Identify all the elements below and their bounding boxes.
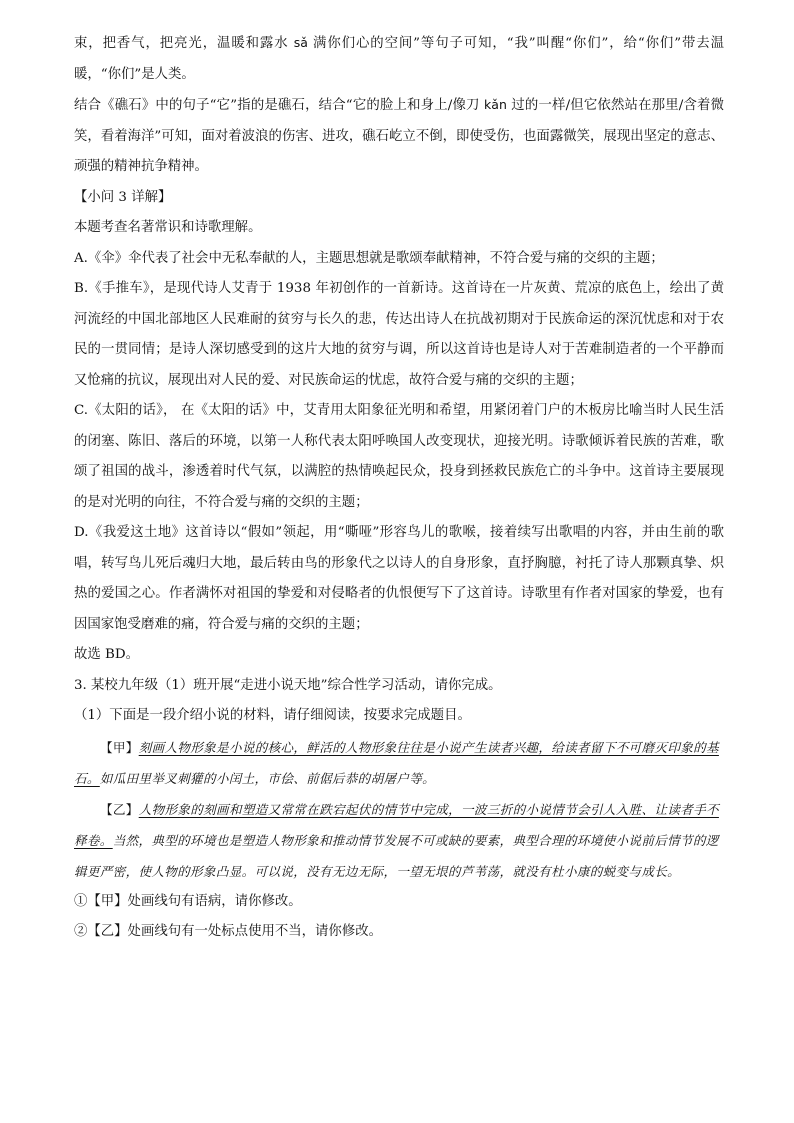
paragraph-text: 过的一样/但它依然站在那里/含着微笑，看着海洋”可知，面对着波浪的伤害、进攻，礁石屹立不倒，即使受伤，也面露微笑，展现出坚定的意志、顽强的精神抗争精神。 xyxy=(74,98,724,174)
paragraph-topic: 本题考查名著常识和诗歌理解。 xyxy=(74,220,262,235)
sub-question-1: ①【甲】处画线句有语病，请你修改。 xyxy=(74,893,302,909)
material-tag: 【甲】 xyxy=(100,739,139,755)
paragraph-text: 束，把香气，把亮光，温暖和露水 xyxy=(74,36,294,51)
material-yi xyxy=(74,794,724,887)
question-3-part1: （1）下面是一段介绍小说的材料，请仔细阅读，按要求完成题目。 xyxy=(74,708,471,723)
option-d: D.《我爱这土地》这首诗以“假如”领起，用“嘶哑”形容鸟儿的歌喉，接着续写出歌唱的内容，并由生前的歌唱，转写鸟儿死后魂归大地，最后转由鸟的形象代之以诗人的自身形象，直抒胸臆，衬托了诗人那颗真挚、炽热的爱国之心。作者满怀对祖国的挚爱和对侵略者的仇恨便写下了这首诗。诗歌里有作者对国家的挚爱，也有因国家饱受磨难的痛，符合爱与痛的交织的主题； xyxy=(74,525,724,632)
question-3: 3. 某校九年级（1）班开展“走进小说天地”综合性学习活动，请你完成。 xyxy=(74,677,502,693)
material-tag: 【乙】 xyxy=(100,801,139,817)
paragraph-answer-part1 xyxy=(74,28,724,90)
material-text: 当然，典型的环境也是塑造人物形象和推动情节发展不可或缺的要素，典型合理的环境使小说前后情节的逻辑更严密，使人物的形象凸显。可以说，没有无边无际，一望无垠的芦苇荡，就没有杜小康的蜕变与成长。 xyxy=(74,832,719,879)
pinyin-annotation: kǎn xyxy=(484,97,507,112)
sub-question-2: ②【乙】处画线句有一处标点使用不当，请你修改。 xyxy=(74,924,382,939)
underlined-sentence: 人物形象的刻画和塑造又常常在跌宕起伏的情节中完成，一波三折的小说情节会引人入胜、让读者手不释卷。 xyxy=(74,801,719,848)
underlined-sentence: 刻画人物形象是小说的核心，鲜活的人物形象往往是小说产生读者兴趣，给读者留下不可磨灭印象的基石。 xyxy=(74,739,719,786)
document-page xyxy=(74,28,724,948)
answer-choice: 故选 BD。 xyxy=(74,647,140,662)
material-jia xyxy=(74,732,724,794)
option-a: A.《伞》伞代表了社会中无私奉献的人，主题思想就是歌颂奉献精神，不符合爱与痛的交织的主题； xyxy=(74,250,664,266)
paragraph-text: 满你们心的空间”等句子可知，“我”叫醒“你们”，给“你们”带去温暖，“你们”是人类。 xyxy=(74,36,724,82)
paragraph-text: 结合《礁石》中的句子“它”指的是礁石，结合“它的脸上和身上/像刀 xyxy=(74,98,485,113)
section-heading-q3: 【小问 3 详解】 xyxy=(74,189,172,205)
pinyin-annotation: sǎ xyxy=(293,35,308,50)
option-b: B.《手推车》，是现代诗人艾青于 1938 年初创作的一首新诗。这首诗在一片灰黄、荒凉的底色上，绘出了黄河流经的中国北部地区人民难耐的贫穷与长久的悲，传达出诗人在抗战初期对于民族命运的深沉忧虑和对于农民的一贯同情；是诗人深切感受到的这片大地的贫穷与调，所以这首诗也是诗人对于苦难制造者的一个平静而又怆痛的抗议，展现出对人民的爱、对民族命运的忧虑，故符合爱与痛的交织的主题； xyxy=(74,281,724,388)
material-text: 如瓜田里举叉刺獾的小闰土，市侩、前倨后恭的胡屠户等。 xyxy=(99,770,436,786)
option-c: C.《太阳的话》， 在《太阳的话》中，艾青用太阳象征光明和希望，用紧闭着门户的木板房比喻当时人民生活的闭塞、陈旧、落后的环境，以第一人称代表太阳呼唤国人改变现状，迎接光明。诗歌倾诉着民族的苦难，歌颂了祖国的战斗，渗透着时代气氛，以满腔的热情唤起民众，投身到拯救民族危亡的斗争中。这首诗主要展现的是对光明的向往，不符合爱与痛的交织的主题； xyxy=(74,403,724,510)
paragraph-reef-analysis xyxy=(74,90,724,183)
